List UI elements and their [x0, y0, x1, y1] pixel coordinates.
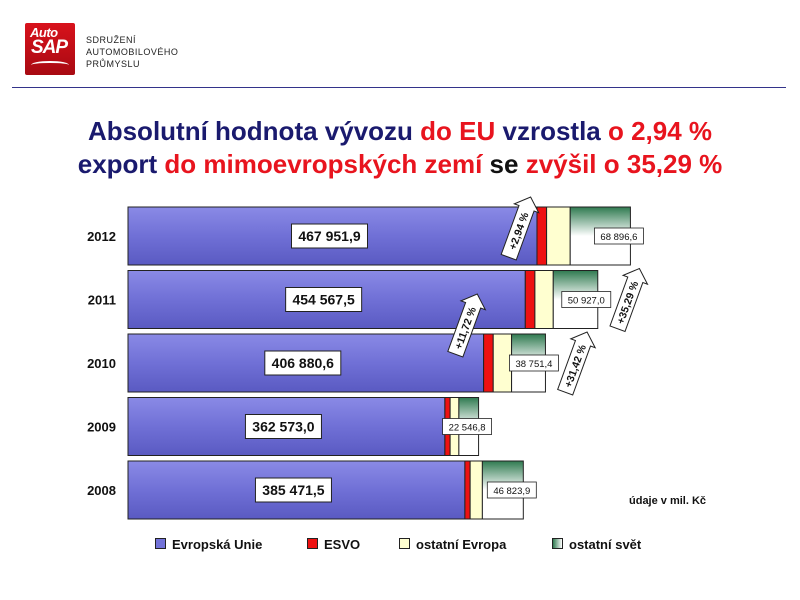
- title-line-1: Absolutní hodnota vývozu do EU vzrostla o 2,94 %: [87, 116, 713, 146]
- value-label: 467 951,9: [298, 228, 361, 244]
- category-label: 2009: [87, 419, 116, 435]
- org-line: AUTOMOBILOVÉHO: [86, 47, 179, 57]
- bar-segment-2: [547, 207, 571, 265]
- growth-label: +11,72 %: [452, 305, 480, 351]
- category-label: 2010: [87, 356, 116, 371]
- bar-segment-1: [537, 207, 547, 265]
- bar-segment-2: [493, 334, 511, 392]
- org-line: PRŮMYSLU: [86, 59, 141, 69]
- bar-segment-1: [525, 271, 535, 329]
- legend-item-other-world: ostatní svět: [552, 537, 641, 552]
- legend-item-eu: Evropská Unie: [155, 537, 262, 552]
- value-label: 406 880,6: [271, 355, 334, 371]
- legend-item-other-europe: ostatní Evropa: [399, 537, 506, 552]
- legend-swatch: [155, 538, 166, 549]
- category-label: 2012: [87, 229, 116, 244]
- title-line-2: export do mimoevropských zemí se zvýšil o 35,29 %: [77, 149, 723, 179]
- value-label: 385 471,5: [262, 482, 325, 498]
- growth-arrow: [553, 328, 599, 397]
- value-label: 50 927,0: [567, 295, 605, 307]
- value-label: 38 751,4: [515, 359, 553, 370]
- category-label: 2008: [87, 483, 116, 498]
- bar-segment-2: [535, 271, 553, 329]
- legend-swatch: [552, 538, 563, 549]
- value-label: 22 546,8: [448, 422, 486, 434]
- category-label: 2011: [87, 292, 116, 308]
- growth-label: +31,42 %: [562, 343, 589, 390]
- org-line: SDRUŽENÍ: [86, 35, 137, 45]
- legend-item-esvo: ESVO: [307, 537, 360, 552]
- legend-swatch: [307, 538, 318, 549]
- legend-swatch: [399, 538, 410, 549]
- bar-segment-1: [484, 334, 494, 392]
- logo-text-auto: Auto: [30, 25, 58, 40]
- growth-label: +35,29 %: [614, 279, 642, 326]
- growth-arrow: [605, 264, 651, 333]
- value-label: 362 573,0: [252, 418, 315, 435]
- bar-segment-2: [470, 461, 482, 519]
- value-label: 46 823,9: [493, 486, 531, 497]
- logo-text-sap: SAP: [31, 37, 68, 58]
- value-label: 454 567,5: [292, 291, 355, 308]
- growth-label: +2,94 %: [506, 210, 532, 252]
- bar-segment-1: [465, 461, 470, 519]
- unit-note: údaje v mil. Kč: [629, 495, 707, 507]
- value-label: 68 896,6: [600, 232, 638, 243]
